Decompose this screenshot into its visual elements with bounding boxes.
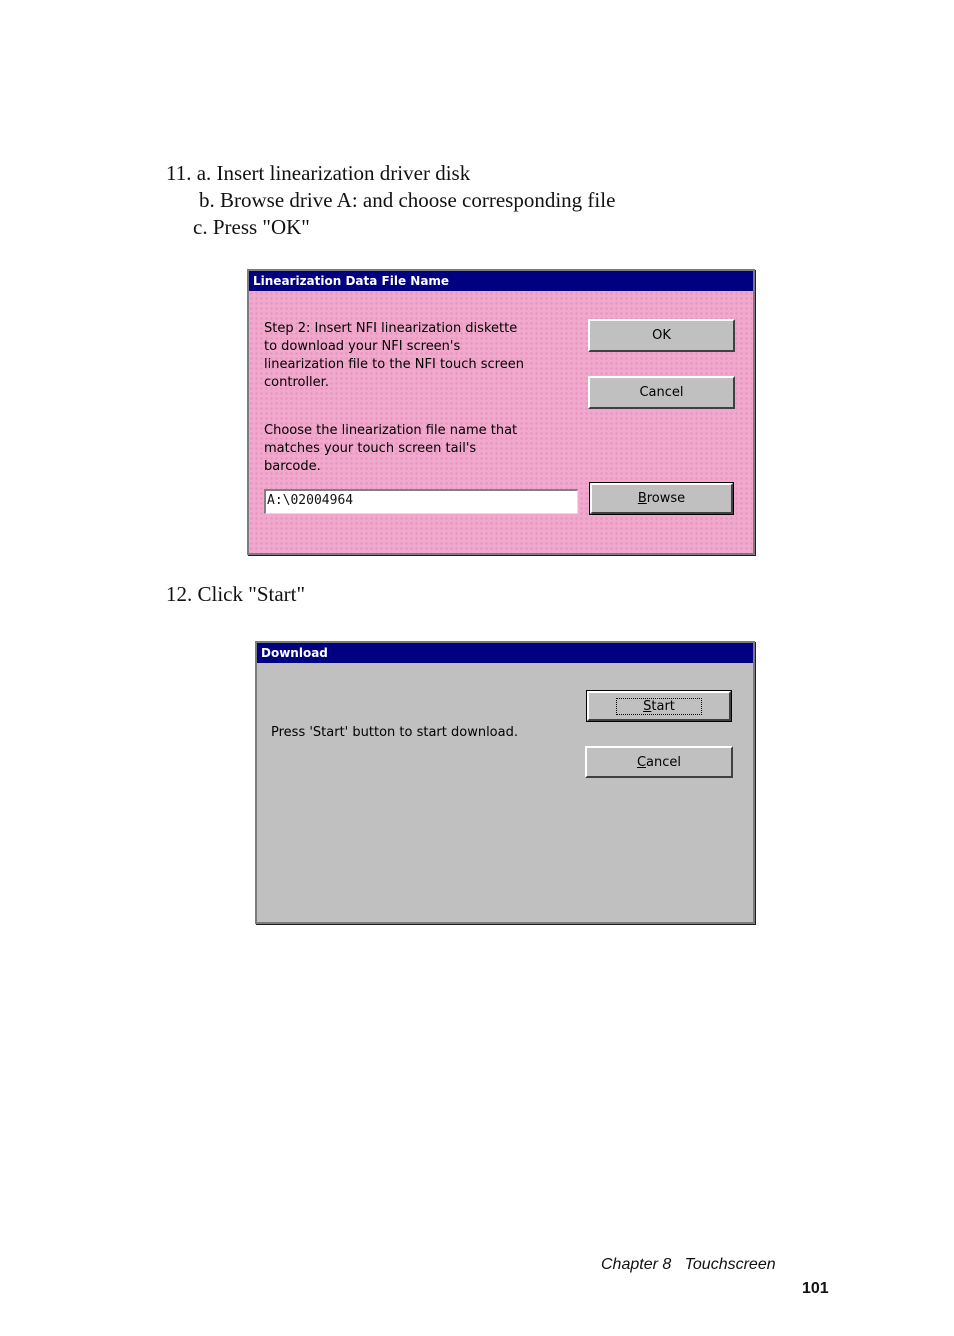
step-11c-text: c. Press "OK" [193, 215, 310, 239]
download-cancel-button-label: Cancel [636, 754, 682, 770]
cancel-button[interactable] [588, 376, 735, 409]
linearization-dialog-title: Linearization Data File Name [249, 271, 753, 291]
cancel-button-label: Cancel [639, 385, 684, 400]
download-dialog [255, 641, 755, 924]
start-button[interactable] [587, 691, 731, 721]
step-11a-text: 11. a. Insert linearization driver disk [166, 161, 471, 185]
download-dialog-body [257, 663, 753, 922]
choose-file-instructions: Choose the linearization file name that matches your touch screen tail's barcode. [264, 423, 518, 474]
step-11b-text: b. Browse drive A: and choose corresponding file [199, 188, 616, 212]
step-2-instructions: Step 2: Insert NFI linearization diskette to download your NFI screen's linearization file to the NFI touch screen controller. [264, 321, 524, 390]
start-button-label: Start [616, 698, 702, 715]
step-12-text: 12. Click "Start" [166, 582, 306, 606]
linearization-file-field[interactable]: A:\02004964 [264, 489, 578, 514]
linearization-dialog-body [249, 291, 753, 553]
ok-button-label: OK [652, 328, 671, 343]
download-dialog-title: Download [257, 643, 753, 663]
browse-button-label: Browse [637, 491, 686, 506]
download-cancel-button[interactable] [585, 746, 733, 778]
browse-button[interactable] [590, 483, 733, 514]
linearization-dialog [247, 269, 755, 555]
download-message: Press 'Start' button to start download. [271, 725, 518, 740]
ok-button[interactable] [588, 319, 735, 352]
chapter-footer: Chapter 8 Touchscreen [601, 1256, 776, 1273]
page-number: 101 [802, 1280, 829, 1297]
